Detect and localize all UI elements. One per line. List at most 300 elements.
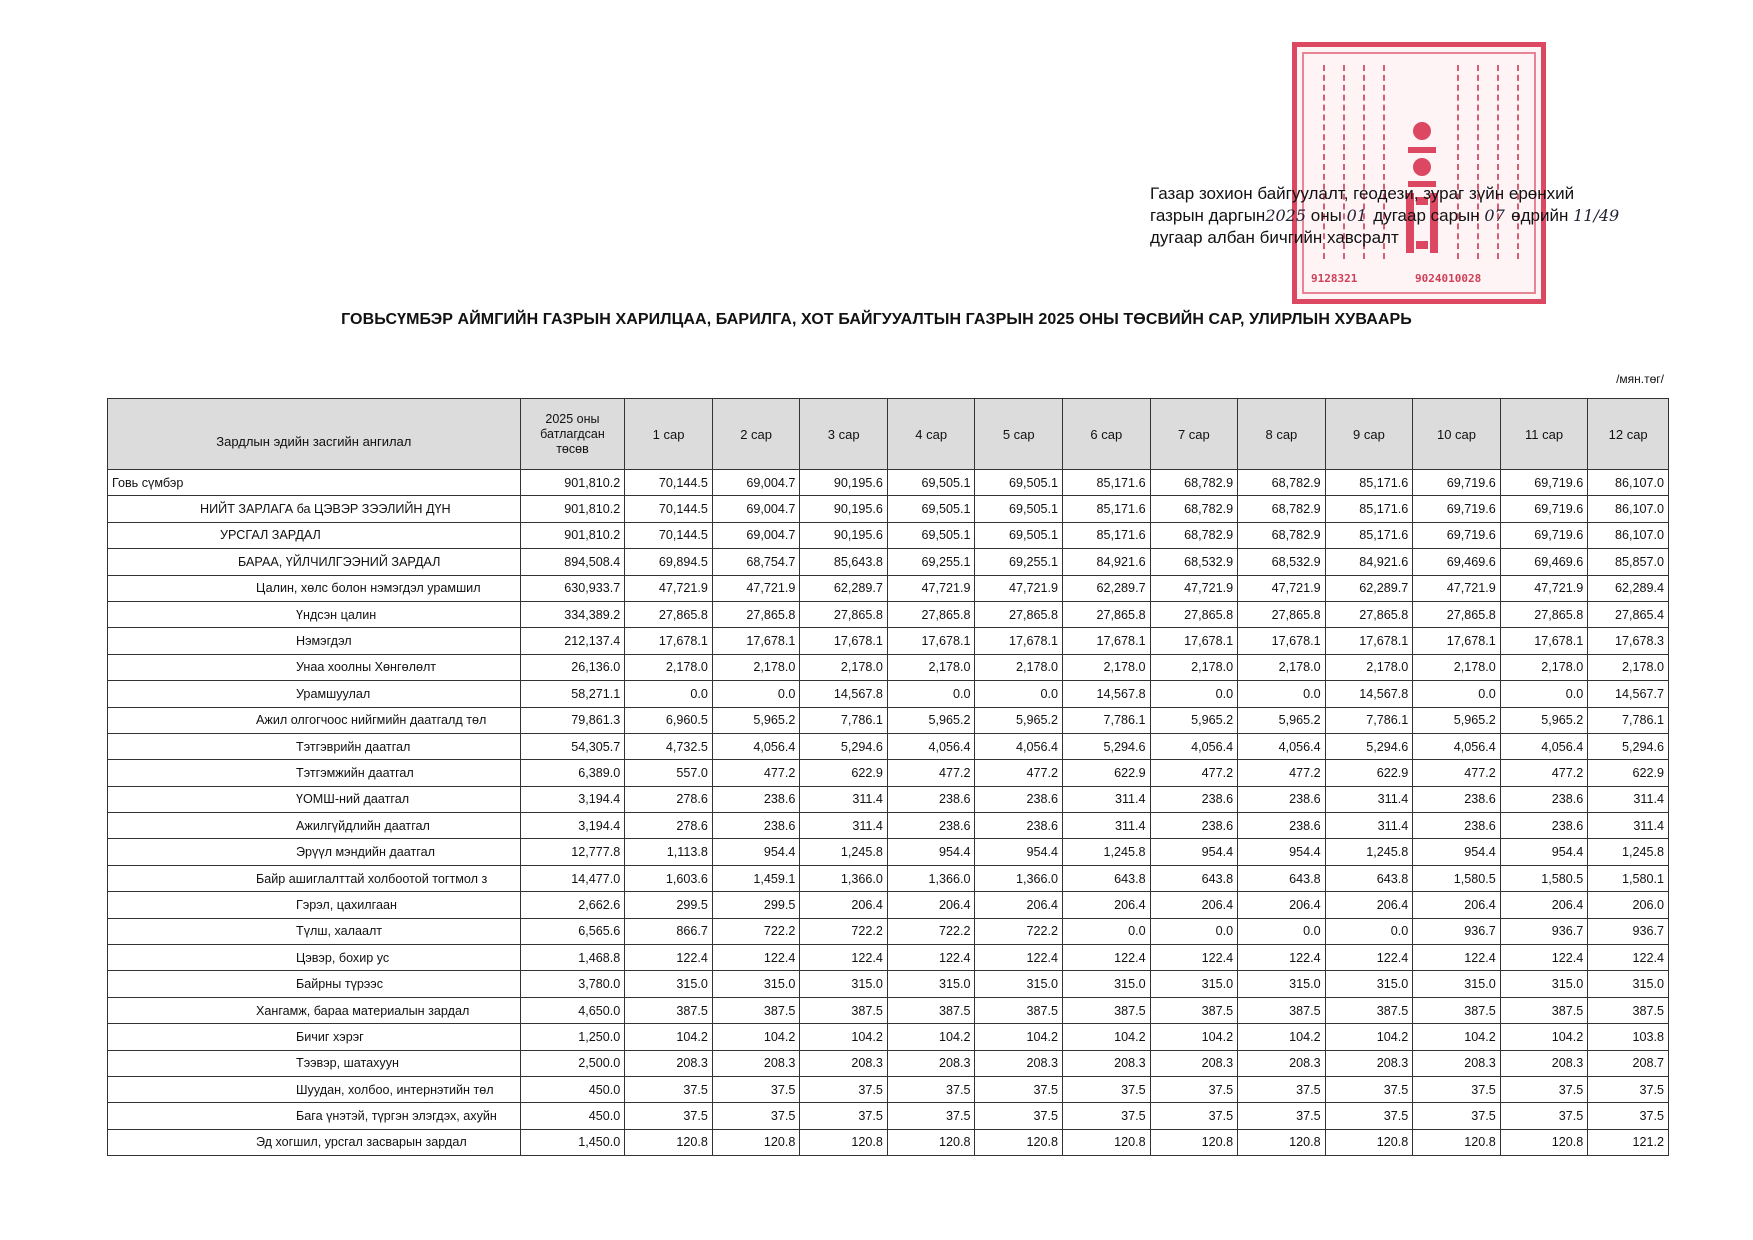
month-value-cell: 4,056.4 [975,733,1063,759]
month-value-cell: 69,505.1 [887,470,975,496]
month-value-cell: 1,366.0 [975,865,1063,891]
month-value-cell: 278.6 [625,813,713,839]
month-value-cell: 2,178.0 [625,654,713,680]
table-row [108,628,1669,654]
month-value-cell: 722.2 [712,918,800,944]
month-value-cell: 315.0 [887,971,975,997]
month-value-cell: 120.8 [800,1129,888,1155]
handwritten-day: 07 [1484,206,1505,225]
month-value-cell: 69,719.6 [1500,470,1588,496]
month-value-cell: 387.5 [1500,997,1588,1023]
month-value-cell: 27,865.8 [800,601,888,627]
month-value-cell: 1,459.1 [712,865,800,891]
month-value-cell: 208.3 [625,1050,713,1076]
table-row [108,971,1669,997]
month-value-cell: 477.2 [1500,760,1588,786]
month-value-cell: 0.0 [1238,918,1326,944]
row-category-name: Гэрэл, цахилгаан [108,892,521,918]
approved-budget-cell: 894,508.4 [520,549,625,575]
month-value-cell: 206.4 [975,892,1063,918]
row-category-name: Тэтгэврийн даатгал [108,733,521,759]
month-value-cell: 68,782.9 [1150,470,1238,496]
month-value-cell: 121.2 [1588,1129,1669,1155]
month-value-cell: 69,469.6 [1500,549,1588,575]
month-value-cell: 17,678.1 [975,628,1063,654]
month-value-cell: 208.3 [1413,1050,1501,1076]
approved-budget-cell: 54,305.7 [520,733,625,759]
header-month: 8 сар [1238,399,1326,470]
month-value-cell: 122.4 [1238,945,1326,971]
month-value-cell: 27,865.8 [1150,601,1238,627]
header-month: 11 сар [1500,399,1588,470]
table-row [108,733,1669,759]
header-month: 5 сар [975,399,1063,470]
note-text: дугаар албан бичгийн хавсралт [1150,228,1399,247]
month-value-cell: 68,782.9 [1238,496,1326,522]
month-value-cell: 387.5 [1150,997,1238,1023]
row-category-name: Бага үнэтэй, түргэн элэгдэх, ахуйн [108,1103,521,1129]
month-value-cell: 1,603.6 [625,865,713,891]
month-value-cell: 69,719.6 [1413,470,1501,496]
month-value-cell: 208.7 [1588,1050,1669,1076]
month-value-cell: 27,865.8 [1325,601,1413,627]
month-value-cell: 387.5 [712,997,800,1023]
month-value-cell: 104.2 [1150,1024,1238,1050]
month-value-cell: 47,721.9 [887,575,975,601]
month-value-cell: 62,289.7 [800,575,888,601]
month-value-cell: 122.4 [975,945,1063,971]
month-value-cell: 299.5 [712,892,800,918]
month-value-cell: 27,865.8 [1063,601,1151,627]
stamp-code-left: 9128321 [1311,272,1358,285]
month-value-cell: 0.0 [887,681,975,707]
table-row [108,1050,1669,1076]
month-value-cell: 122.4 [1413,945,1501,971]
month-value-cell: 68,782.9 [1150,496,1238,522]
month-value-cell: 37.5 [887,1076,975,1102]
month-value-cell: 722.2 [800,918,888,944]
row-category-name: Эд хогшил, урсгал засварын зардал [108,1129,521,1155]
month-value-cell: 311.4 [1063,786,1151,812]
table-row [108,945,1669,971]
month-value-cell: 311.4 [800,813,888,839]
table-row [108,813,1669,839]
table-row [108,786,1669,812]
month-value-cell: 5,965.2 [1238,707,1326,733]
month-value-cell: 17,678.1 [1063,628,1151,654]
month-value-cell: 69,505.1 [975,522,1063,548]
month-value-cell: 238.6 [712,813,800,839]
month-value-cell: 68,532.9 [1238,549,1326,575]
table-row [108,707,1669,733]
month-value-cell: 208.3 [975,1050,1063,1076]
month-value-cell: 954.4 [887,839,975,865]
month-value-cell: 69,719.6 [1500,496,1588,522]
month-value-cell: 69,505.1 [887,522,975,548]
month-value-cell: 722.2 [975,918,1063,944]
month-value-cell: 27,865.8 [975,601,1063,627]
month-value-cell: 1,245.8 [1588,839,1669,865]
row-category-name: Тэтгэмжийн даатгал [108,760,521,786]
month-value-cell: 37.5 [887,1103,975,1129]
month-value-cell: 17,678.1 [887,628,975,654]
note-text: дугаар сарын [1373,206,1480,225]
month-value-cell: 299.5 [625,892,713,918]
approved-budget-cell: 1,250.0 [520,1024,625,1050]
month-value-cell: 238.6 [712,786,800,812]
month-value-cell: 4,732.5 [625,733,713,759]
month-value-cell: 122.4 [1150,945,1238,971]
month-value-cell: 2,178.0 [1063,654,1151,680]
month-value-cell: 17,678.1 [1150,628,1238,654]
month-value-cell: 37.5 [712,1076,800,1102]
month-value-cell: 7,786.1 [1325,707,1413,733]
month-value-cell: 722.2 [887,918,975,944]
header-month: 2 сар [712,399,800,470]
month-value-cell: 104.2 [712,1024,800,1050]
month-value-cell: 37.5 [1325,1076,1413,1102]
month-value-cell: 7,786.1 [1063,707,1151,733]
month-value-cell: 936.7 [1500,918,1588,944]
month-value-cell: 622.9 [800,760,888,786]
month-value-cell: 2,178.0 [1325,654,1413,680]
approved-budget-cell: 3,194.4 [520,786,625,812]
month-value-cell: 4,056.4 [712,733,800,759]
row-category-name: БАРАА, ҮЙЛЧИЛГЭЭНИЙ ЗАРДАЛ [108,549,521,575]
month-value-cell: 37.5 [800,1076,888,1102]
month-value-cell: 0.0 [975,681,1063,707]
month-value-cell: 278.6 [625,786,713,812]
month-value-cell: 4,056.4 [887,733,975,759]
row-category-name: НИЙТ ЗАРЛАГА ба ЦЭВЭР ЗЭЭЛИЙН ДҮН [108,496,521,522]
month-value-cell: 238.6 [1413,786,1501,812]
month-value-cell: 4,056.4 [1150,733,1238,759]
month-value-cell: 238.6 [1413,813,1501,839]
row-category-name: Урамшуулал [108,681,521,707]
month-value-cell: 17,678.1 [1500,628,1588,654]
month-value-cell: 4,056.4 [1238,733,1326,759]
row-category-name: Цалин, хөлс болон нэмэгдэл урамшил [108,575,521,601]
approved-budget-cell: 3,780.0 [520,971,625,997]
month-value-cell: 238.6 [975,813,1063,839]
month-value-cell: 0.0 [625,681,713,707]
month-value-cell: 0.0 [1325,918,1413,944]
row-category-name: Нэмэгдэл [108,628,521,654]
month-value-cell: 7,786.1 [1588,707,1669,733]
month-value-cell: 27,865.4 [1588,601,1669,627]
month-value-cell: 37.5 [1413,1103,1501,1129]
month-value-cell: 5,965.2 [712,707,800,733]
month-value-cell: 85,171.6 [1325,470,1413,496]
month-value-cell: 1,113.8 [625,839,713,865]
month-value-cell: 387.5 [1063,997,1151,1023]
month-value-cell: 311.4 [1588,786,1669,812]
month-value-cell: 315.0 [800,971,888,997]
month-value-cell: 315.0 [1588,971,1669,997]
month-value-cell: 69,255.1 [887,549,975,575]
header-month: 10 сар [1413,399,1501,470]
table-row [108,654,1669,680]
month-value-cell: 69,469.6 [1413,549,1501,575]
approved-budget-cell: 334,389.2 [520,601,625,627]
month-value-cell: 311.4 [800,786,888,812]
month-value-cell: 104.2 [975,1024,1063,1050]
month-value-cell: 37.5 [975,1076,1063,1102]
table-row [108,681,1669,707]
row-category-name: ҮОМШ-ний даатгал [108,786,521,812]
month-value-cell: 315.0 [1325,971,1413,997]
month-value-cell: 104.2 [1500,1024,1588,1050]
annex-note [1150,183,1670,249]
month-value-cell: 68,754.7 [712,549,800,575]
month-value-cell: 238.6 [1500,813,1588,839]
month-value-cell: 643.8 [1325,865,1413,891]
table-header-row [108,399,1669,470]
month-value-cell: 104.2 [1063,1024,1151,1050]
month-value-cell: 315.0 [1238,971,1326,997]
month-value-cell: 643.8 [1238,865,1326,891]
month-value-cell: 85,171.6 [1063,470,1151,496]
month-value-cell: 4,056.4 [1413,733,1501,759]
month-value-cell: 387.5 [975,997,1063,1023]
month-value-cell: 2,178.0 [1150,654,1238,680]
month-value-cell: 14,567.8 [800,681,888,707]
month-value-cell: 5,294.6 [1325,733,1413,759]
month-value-cell: 47,721.9 [712,575,800,601]
month-value-cell: 85,171.6 [1063,522,1151,548]
month-value-cell: 206.4 [1413,892,1501,918]
month-value-cell: 206.4 [1500,892,1588,918]
month-value-cell: 5,965.2 [1413,707,1501,733]
month-value-cell: 622.9 [1063,760,1151,786]
month-value-cell: 27,865.8 [625,601,713,627]
month-value-cell: 206.4 [1063,892,1151,918]
month-value-cell: 387.5 [625,997,713,1023]
month-value-cell: 387.5 [1238,997,1326,1023]
month-value-cell: 477.2 [712,760,800,786]
month-value-cell: 2,178.0 [887,654,975,680]
month-value-cell: 69,505.1 [975,470,1063,496]
month-value-cell: 1,245.8 [1325,839,1413,865]
month-value-cell: 315.0 [975,971,1063,997]
handwritten-month: 01 [1346,206,1367,225]
month-value-cell: 104.2 [625,1024,713,1050]
month-value-cell: 208.3 [800,1050,888,1076]
month-value-cell: 27,865.8 [1413,601,1501,627]
row-category-name: Цэвэр, бохир ус [108,945,521,971]
month-value-cell: 0.0 [1150,918,1238,944]
month-value-cell: 69,719.6 [1413,522,1501,548]
approved-budget-cell: 12,777.8 [520,839,625,865]
approved-budget-cell: 3,194.4 [520,813,625,839]
month-value-cell: 387.5 [1588,997,1669,1023]
month-value-cell: 315.0 [625,971,713,997]
month-value-cell: 1,580.5 [1500,865,1588,891]
month-value-cell: 85,171.6 [1325,522,1413,548]
month-value-cell: 206.4 [800,892,888,918]
month-value-cell: 0.0 [1238,681,1326,707]
handwritten-doc-number: 11/49 [1573,206,1620,225]
month-value-cell: 238.6 [1150,813,1238,839]
month-value-cell: 2,178.0 [1588,654,1669,680]
month-value-cell: 954.4 [1413,839,1501,865]
month-value-cell: 37.5 [800,1103,888,1129]
month-value-cell: 68,782.9 [1238,522,1326,548]
month-value-cell: 47,721.9 [1238,575,1326,601]
month-value-cell: 477.2 [887,760,975,786]
month-value-cell: 1,245.8 [1063,839,1151,865]
month-value-cell: 208.3 [1238,1050,1326,1076]
approved-budget-cell: 14,477.0 [520,865,625,891]
month-value-cell: 477.2 [1150,760,1238,786]
month-value-cell: 104.2 [800,1024,888,1050]
month-value-cell: 238.6 [1500,786,1588,812]
month-value-cell: 85,171.6 [1063,496,1151,522]
month-value-cell: 954.4 [712,839,800,865]
month-value-cell: 936.7 [1413,918,1501,944]
month-value-cell: 69,719.6 [1500,522,1588,548]
month-value-cell: 477.2 [1238,760,1326,786]
month-value-cell: 122.4 [625,945,713,971]
table-row [108,918,1669,944]
header-month: 1 сар [625,399,713,470]
table-row [108,470,1669,496]
month-value-cell: 0.0 [1413,681,1501,707]
month-value-cell: 557.0 [625,760,713,786]
month-value-cell: 120.8 [1500,1129,1588,1155]
header-approved: 2025 оны батлагдсан төсөв [520,399,625,470]
month-value-cell: 208.3 [1500,1050,1588,1076]
month-value-cell: 315.0 [1150,971,1238,997]
month-value-cell: 37.5 [1238,1076,1326,1102]
month-value-cell: 84,921.6 [1063,549,1151,575]
month-value-cell: 387.5 [800,997,888,1023]
table-row [108,1103,1669,1129]
approved-budget-cell: 6,389.0 [520,760,625,786]
month-value-cell: 5,965.2 [1150,707,1238,733]
month-value-cell: 311.4 [1063,813,1151,839]
table-row [108,892,1669,918]
month-value-cell: 311.4 [1325,786,1413,812]
month-value-cell: 122.4 [1588,945,1669,971]
month-value-cell: 14,567.8 [1063,681,1151,707]
month-value-cell: 27,865.8 [1238,601,1326,627]
approved-budget-cell: 450.0 [520,1076,625,1102]
month-value-cell: 37.5 [1588,1103,1669,1129]
month-value-cell: 2,178.0 [800,654,888,680]
unit-label: /мян.төг/ [1616,372,1664,386]
month-value-cell: 622.9 [1325,760,1413,786]
month-value-cell: 120.8 [712,1129,800,1155]
month-value-cell: 208.3 [1325,1050,1413,1076]
month-value-cell: 14,567.7 [1588,681,1669,707]
approved-budget-cell: 4,650.0 [520,997,625,1023]
month-value-cell: 86,107.0 [1588,470,1669,496]
month-value-cell: 2,178.0 [1413,654,1501,680]
row-category-name: Бичиг хэрэг [108,1024,521,1050]
table-row [108,601,1669,627]
note-line-3 [1150,227,1670,249]
row-category-name: Түлш, халаалт [108,918,521,944]
month-value-cell: 4,056.4 [1500,733,1588,759]
table-row [108,549,1669,575]
month-value-cell: 86,107.0 [1588,522,1669,548]
month-value-cell: 68,782.9 [1238,470,1326,496]
header-month: 3 сар [800,399,888,470]
note-text: газрын даргын [1150,206,1266,225]
approved-budget-cell: 901,810.2 [520,522,625,548]
table-body [108,470,1669,1156]
month-value-cell: 85,643.8 [800,549,888,575]
approved-budget-cell: 630,933.7 [520,575,625,601]
month-value-cell: 315.0 [1063,971,1151,997]
month-value-cell: 206.0 [1588,892,1669,918]
month-value-cell: 17,678.1 [625,628,713,654]
month-value-cell: 122.4 [1500,945,1588,971]
row-category-name: УРСГАЛ ЗАРДАЛ [108,522,521,548]
approved-budget-cell: 6,565.6 [520,918,625,944]
month-value-cell: 37.5 [1500,1076,1588,1102]
approved-budget-cell: 901,810.2 [520,470,625,496]
month-value-cell: 954.4 [1500,839,1588,865]
month-value-cell: 69,255.1 [975,549,1063,575]
month-value-cell: 85,857.0 [1588,549,1669,575]
month-value-cell: 238.6 [1150,786,1238,812]
row-category-name: Байр ашиглалттай холбоотой тогтмол з [108,865,521,891]
note-text: оны [1310,206,1342,225]
month-value-cell: 1,366.0 [887,865,975,891]
month-value-cell: 62,289.7 [1063,575,1151,601]
month-value-cell: 62,289.4 [1588,575,1669,601]
month-value-cell: 477.2 [1413,760,1501,786]
row-category-name: Хангамж, бараа материалын зардал [108,997,521,1023]
document-title: ГОВЬСҮМБЭР АЙМГИЙН ГАЗРЫН ХАРИЛЦАА, БАРИЛГА, ХОТ БАЙГУУАЛТЫН ГАЗРЫН 2025 ОНЫ ТӨСВИЙН САР, УЛИРЛЫН ХУВААРЬ [341,311,1412,328]
table-row [108,997,1669,1023]
month-value-cell: 122.4 [712,945,800,971]
month-value-cell: 311.4 [1325,813,1413,839]
month-value-cell: 69,894.5 [625,549,713,575]
row-category-name: Унаа хоолны Хөнгөлөлт [108,654,521,680]
month-value-cell: 70,144.5 [625,522,713,548]
month-value-cell: 37.5 [625,1076,713,1102]
month-value-cell: 120.8 [1150,1129,1238,1155]
month-value-cell: 120.8 [975,1129,1063,1155]
month-value-cell: 122.4 [800,945,888,971]
month-value-cell: 643.8 [1063,865,1151,891]
month-value-cell: 37.5 [975,1103,1063,1129]
month-value-cell: 120.8 [887,1129,975,1155]
row-category-name: Ажил олгогчоос нийгмийн даатгалд төл [108,707,521,733]
month-value-cell: 2,178.0 [712,654,800,680]
month-value-cell: 84,921.6 [1325,549,1413,575]
month-value-cell: 104.2 [887,1024,975,1050]
month-value-cell: 206.4 [1150,892,1238,918]
month-value-cell: 206.4 [1238,892,1326,918]
budget-table [107,398,1669,1156]
month-value-cell: 5,965.2 [975,707,1063,733]
row-category-name: Эрүүл мэндийн даатгал [108,839,521,865]
month-value-cell: 90,195.6 [800,470,888,496]
month-value-cell: 47,721.9 [625,575,713,601]
month-value-cell: 37.5 [1238,1103,1326,1129]
table-row [108,839,1669,865]
header-category: Зардлын эдийн засгийн ангилал [108,399,521,470]
row-category-name: Байрны түрээс [108,971,521,997]
row-category-name: Тээвэр, шатахуун [108,1050,521,1076]
month-value-cell: 315.0 [712,971,800,997]
approved-budget-cell: 1,450.0 [520,1129,625,1155]
month-value-cell: 1,366.0 [800,865,888,891]
